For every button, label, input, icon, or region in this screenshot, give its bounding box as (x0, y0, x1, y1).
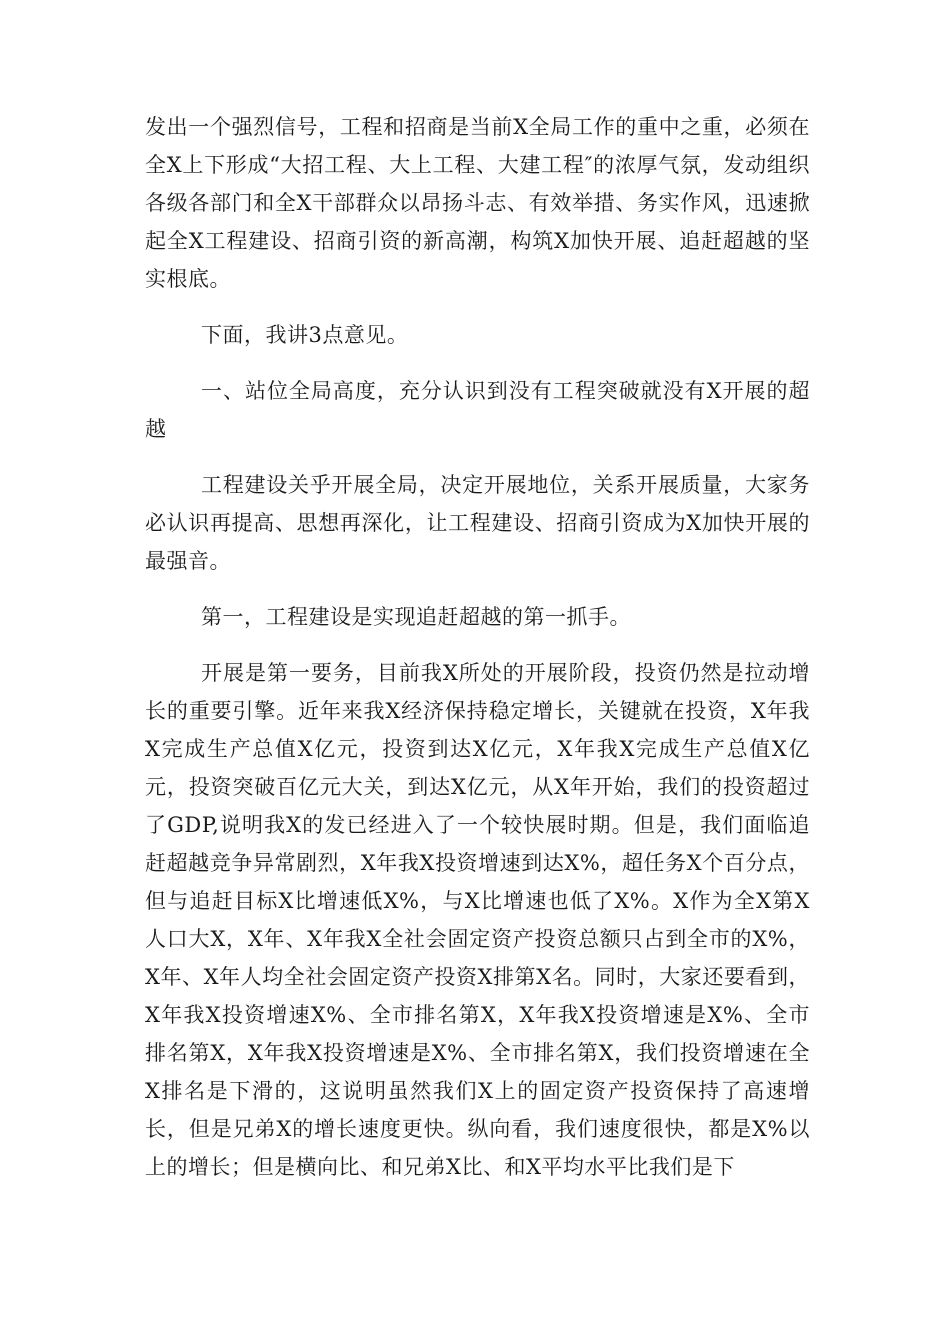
paragraph-section-summary: 工程建设关乎开展全局，决定开展地位，关系开展质量，大家务必认识再提高、思想再深化，让工程建设、招商引资成为X加快开展的最强音。 (145, 473, 810, 573)
paragraph-intro: 下面，我讲3点意见。 (201, 323, 409, 347)
section-heading: 一、站位全局高度，充分认识到没有工程突破就没有X开展的超越 (145, 379, 810, 441)
paragraph-continuation: 发出一个强烈信号，工程和招商是当前X全局工作的重中之重，必须在全X上下形成“大招工程、大上工程、大建工程″的浓厚气氛，发动组织各级各部门和全X干部群众以昂扬斗志、有效举措、务实作风，迅速掀起全X工程建设、招商引资的新高潮，构筑X加快开展、追赶超越的坚实根底。 (145, 115, 810, 291)
document-body (145, 108, 810, 1204)
subheading-first: 第一，工程建设是实现追赶超越的第一抓手。 (201, 605, 631, 629)
paragraph-investment: 开展是第一要务，目前我X所处的开展阶段，投资仍然是拉动增长的重要引擎。近年来我X经济保持稳定增长，关键就在投资，X年我X完成生产总值X亿元，投资到达X亿元，X年我X完成生产总值X亿元，投资突破百亿元大关，到达X亿元，从X年开始，我们的投资超过了GDP,说明我X的发已经进入了一个较快展时期。但是，我们面临追赶超越竞争异常剧烈，X年我X投资增速到达X%，超任务X个百分点，但与追赶目标X比增速低X%，与X比增速也低了X%。X作为全X第X人口大X，X年、X年我X全社会固定资产投资总额只占到全市的X%，X年、X年人均全社会固定资产投资X排第X名。同时，大家还要看到，X年我X投资增速X%、全市排名第X，X年我X投资增速是X%、全市排名第X，X年我X投资增速是X%、全市排名第X，我们投资增速在全X排名是下滑的，这说明虽然我们X上的固定资产投资保持了高速增长，但是兄弟X的增长速度更快。纵向看，我们速度很快，都是X%以上的增长；但是横向比、和兄弟X比、和X平均水平比我们是下 (145, 661, 810, 1179)
